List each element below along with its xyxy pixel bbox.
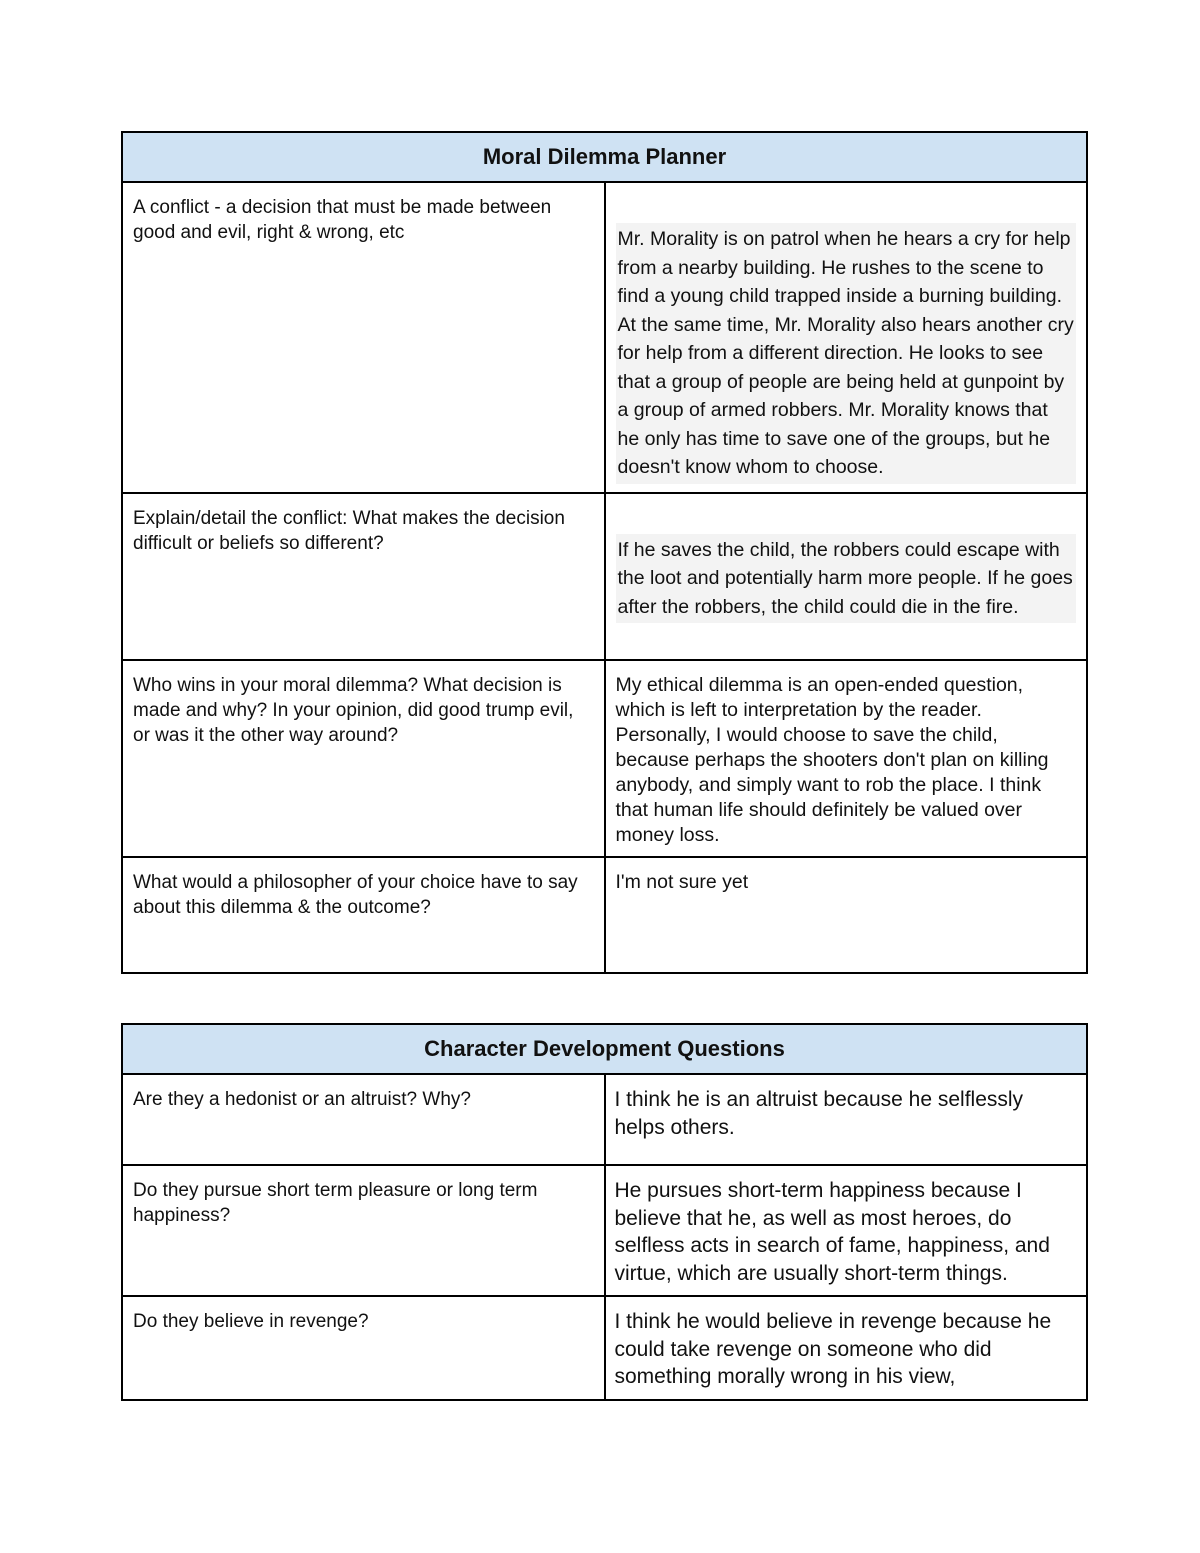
- table-row: [122, 493, 1087, 660]
- answer-cell: [605, 182, 1088, 493]
- table-row: [122, 660, 1087, 857]
- table-row: [122, 1296, 1087, 1400]
- prompt-cell: Are they a hedonist or an altruist? Why?: [122, 1074, 605, 1165]
- moral-dilemma-table: [121, 131, 1088, 974]
- prompt-cell: What would a philosopher of your choice have to say about this dilemma & the outcome?: [122, 857, 605, 973]
- character-development-title: Character Development Questions: [122, 1024, 1087, 1074]
- character-development-table: [121, 1023, 1088, 1401]
- answer-text: Mr. Morality is on patrol when he hears a cry for help from a nearby building. He rushes to the scene to find a young child trapped inside a burning building. At the same time, Mr. Morality also hears another cry for help from a different direction. He looks to see that a group of people are being held at gunpoint by a group of armed robbers. Mr. Morality knows that he only has time to save one of the groups, but he doesn't know whom to choose.: [616, 223, 1077, 484]
- prompt-cell: Who wins in your moral dilemma? What decision is made and why? In your opinion, did good trump evil, or was it the other way around?: [122, 660, 605, 857]
- table-row: [122, 1165, 1087, 1296]
- moral-dilemma-title: Moral Dilemma Planner: [122, 132, 1087, 182]
- table-row: [122, 1074, 1087, 1165]
- answer-cell: I think he is an altruist because he selflessly helps others.: [605, 1074, 1088, 1165]
- answer-cell: My ethical dilemma is an open-ended question, which is left to interpretation by the reader. Personally, I would choose to save the child, because perhaps the shooters don't plan on killing anybody, and simply want to rob the place. I think that human life should definitely be valued over money loss.: [605, 660, 1088, 857]
- answer-text: If he saves the child, the robbers could escape with the loot and potentially harm more people. If he goes after the robbers, the child could die in the fire.: [616, 534, 1077, 624]
- answer-cell: I think he would believe in revenge because he could take revenge on someone who did something morally wrong in his view,: [605, 1296, 1088, 1400]
- prompt-cell: Do they believe in revenge?: [122, 1296, 605, 1400]
- prompt-cell: Do they pursue short term pleasure or long term happiness?: [122, 1165, 605, 1296]
- answer-cell: [605, 493, 1088, 660]
- table-row: [122, 182, 1087, 493]
- prompt-cell: Explain/detail the conflict: What makes the decision difficult or beliefs so different?: [122, 493, 605, 660]
- table-row: [122, 857, 1087, 973]
- answer-cell: He pursues short-term happiness because I believe that he, as well as most heroes, do selfless acts in search of fame, happiness, and virtue, which are usually short-term things.: [605, 1165, 1088, 1296]
- prompt-cell: A conflict - a decision that must be made between good and evil, right & wrong, etc: [122, 182, 605, 493]
- answer-cell: I'm not sure yet: [605, 857, 1088, 973]
